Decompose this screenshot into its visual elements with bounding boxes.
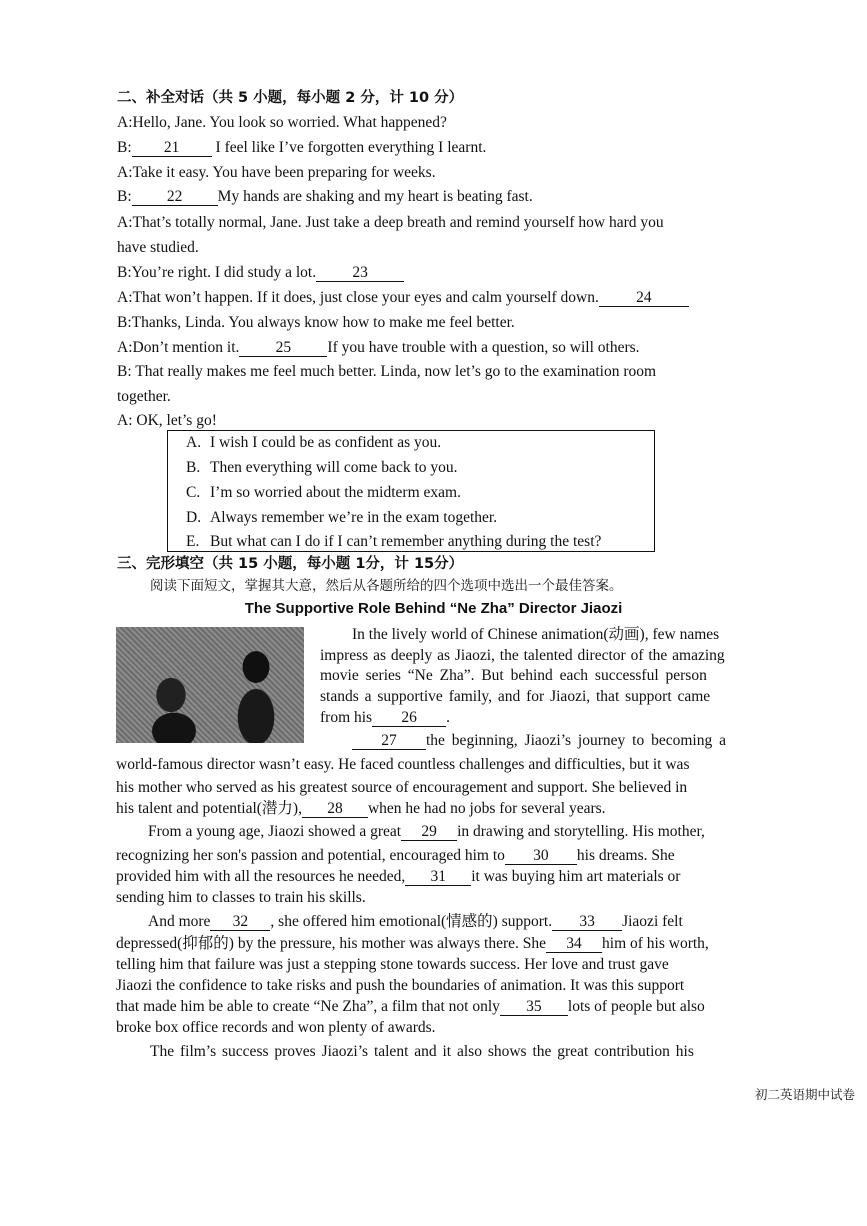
blank-26: 26 xyxy=(372,710,446,727)
passage-line: stands a supportive family, and for Jiaozi, that support came xyxy=(320,688,711,705)
passage-line: movie series “Ne Zha”. But behind each successful person xyxy=(320,667,707,684)
blank-28: 28 xyxy=(302,801,368,818)
option-b: B. Then everything will come back to you. xyxy=(186,459,458,476)
blank-22: 22 xyxy=(132,189,218,206)
dialogue-line: A:Don’t mention it. 25 If you have trouble with a question, so will others. xyxy=(117,339,640,356)
dialogue-line: A:Hello, Jane. You look so worried. What happened? xyxy=(117,114,447,131)
option-a: A. I wish I could be as confident as you. xyxy=(186,434,442,451)
blank-29: 29 xyxy=(401,824,457,841)
passage-title: The Supportive Role Behind “Ne Zha” Director Jiaozi xyxy=(244,600,623,617)
blank-31: 31 xyxy=(405,869,471,886)
blank-33: 33 xyxy=(552,914,622,931)
options-box xyxy=(167,430,655,552)
dialogue-line: together. xyxy=(117,388,171,405)
dialogue-line: A:That won’t happen. If it does, just close your eyes and calm yourself down. 24 xyxy=(117,288,689,308)
passage-line: from his 26 . xyxy=(320,709,450,726)
section3-instruction: 阅读下面短文，掌握其大意，然后从各题所给的四个选项中选出一个最佳答案。 xyxy=(150,578,623,594)
blank-24: 24 xyxy=(599,290,689,307)
passage-line: And more 32 , she offered him emotional(情感的) support. 33 Jiaozi felt xyxy=(148,913,683,930)
section2-title: 二、补全对话（共 5 小题，每小题 2 分，计 10 分） xyxy=(117,90,464,106)
jiaozi-photo xyxy=(116,627,304,743)
option-e: E. But what can I do if I can’t remember anything during the test? xyxy=(186,533,602,550)
passage-line: his mother who served as his greatest source of encouragement and support. She believed in xyxy=(116,779,688,796)
passage-line: recognizing her son's passion and potential, encouraged him to 30 his dreams. She xyxy=(116,847,675,864)
dialogue-line: A:Take it easy. You have been preparing for weeks. xyxy=(117,164,436,181)
passage-line: sending him to classes to train his skills. xyxy=(116,889,366,906)
blank-35: 35 xyxy=(500,999,568,1016)
passage-line: telling him that failure was just a stepping stone towards success. Her love and trust gave xyxy=(116,956,669,973)
passage-line: world-famous director wasn’t easy. He faced countless challenges and difficulties, but it was xyxy=(116,756,690,773)
passage-line: broke box office records and won plenty of awards. xyxy=(116,1019,436,1036)
passage-line: Jiaozi the confidence to take risks and push the boundaries of animation. It was this support xyxy=(116,977,685,994)
option-c: C. I’m so worried about the midterm exam. xyxy=(186,484,461,501)
blank-30: 30 xyxy=(505,848,577,865)
dialogue-line: B: That really makes me feel much better. Linda, now let’s go to the examination room xyxy=(117,363,657,380)
blank-34: 34 xyxy=(546,936,602,953)
passage-line: 27 the beginning, Jiaozi’s journey to becoming a xyxy=(352,731,726,751)
dialogue-line: have studied. xyxy=(117,239,199,256)
dialogue-line: B: 21 I feel like I’ve forgotten everything I learnt. xyxy=(117,139,487,156)
passage-line: The film’s success proves Jiaozi’s talent and it also shows the great contribution his xyxy=(150,1043,694,1060)
option-d: D. Always remember we’re in the exam together. xyxy=(186,509,498,526)
blank-21: 21 xyxy=(132,140,212,157)
page-footer: 初二英语期中试卷 xyxy=(754,1087,855,1102)
dialogue-line: B:You’re right. I did study a lot. 23 xyxy=(117,263,404,283)
passage-line: In the lively world of Chinese animation(动画), few names xyxy=(352,626,720,643)
passage-line: impress as deeply as Jiaozi, the talented director of the amazing xyxy=(320,647,725,664)
dialogue-line: A: OK, let’s go! xyxy=(117,412,217,429)
passage-line: depressed(抑郁的) by the pressure, his mother was always there. She 34 him of his worth, xyxy=(116,935,709,952)
dialogue-line: B: 22 My hands are shaking and my heart is beating fast. xyxy=(117,188,533,205)
dialogue-line: B:Thanks, Linda. You always know how to make me feel better. xyxy=(117,314,515,331)
passage-line: that made him be able to create “Ne Zha”, a film that not only 35 lots of people but also xyxy=(116,998,705,1015)
blank-23: 23 xyxy=(316,265,404,282)
blank-27: 27 xyxy=(352,733,426,750)
passage-line: provided him with all the resources he needed, 31 it was buying him art materials or xyxy=(116,868,681,885)
section3-title: 三、完形填空（共 15 小题，每小题 1分，计 15分） xyxy=(117,556,464,572)
dialogue-line: A:That’s totally normal, Jane. Just take a deep breath and remind yourself how hard you xyxy=(117,214,664,231)
passage-line: From a young age, Jiaozi showed a great 29 in drawing and storytelling. His mother, xyxy=(148,823,705,840)
blank-25: 25 xyxy=(239,340,327,357)
passage-line: his talent and potential(潜力), 28 when he had no jobs for several years. xyxy=(116,800,606,817)
blank-32: 32 xyxy=(210,914,270,931)
